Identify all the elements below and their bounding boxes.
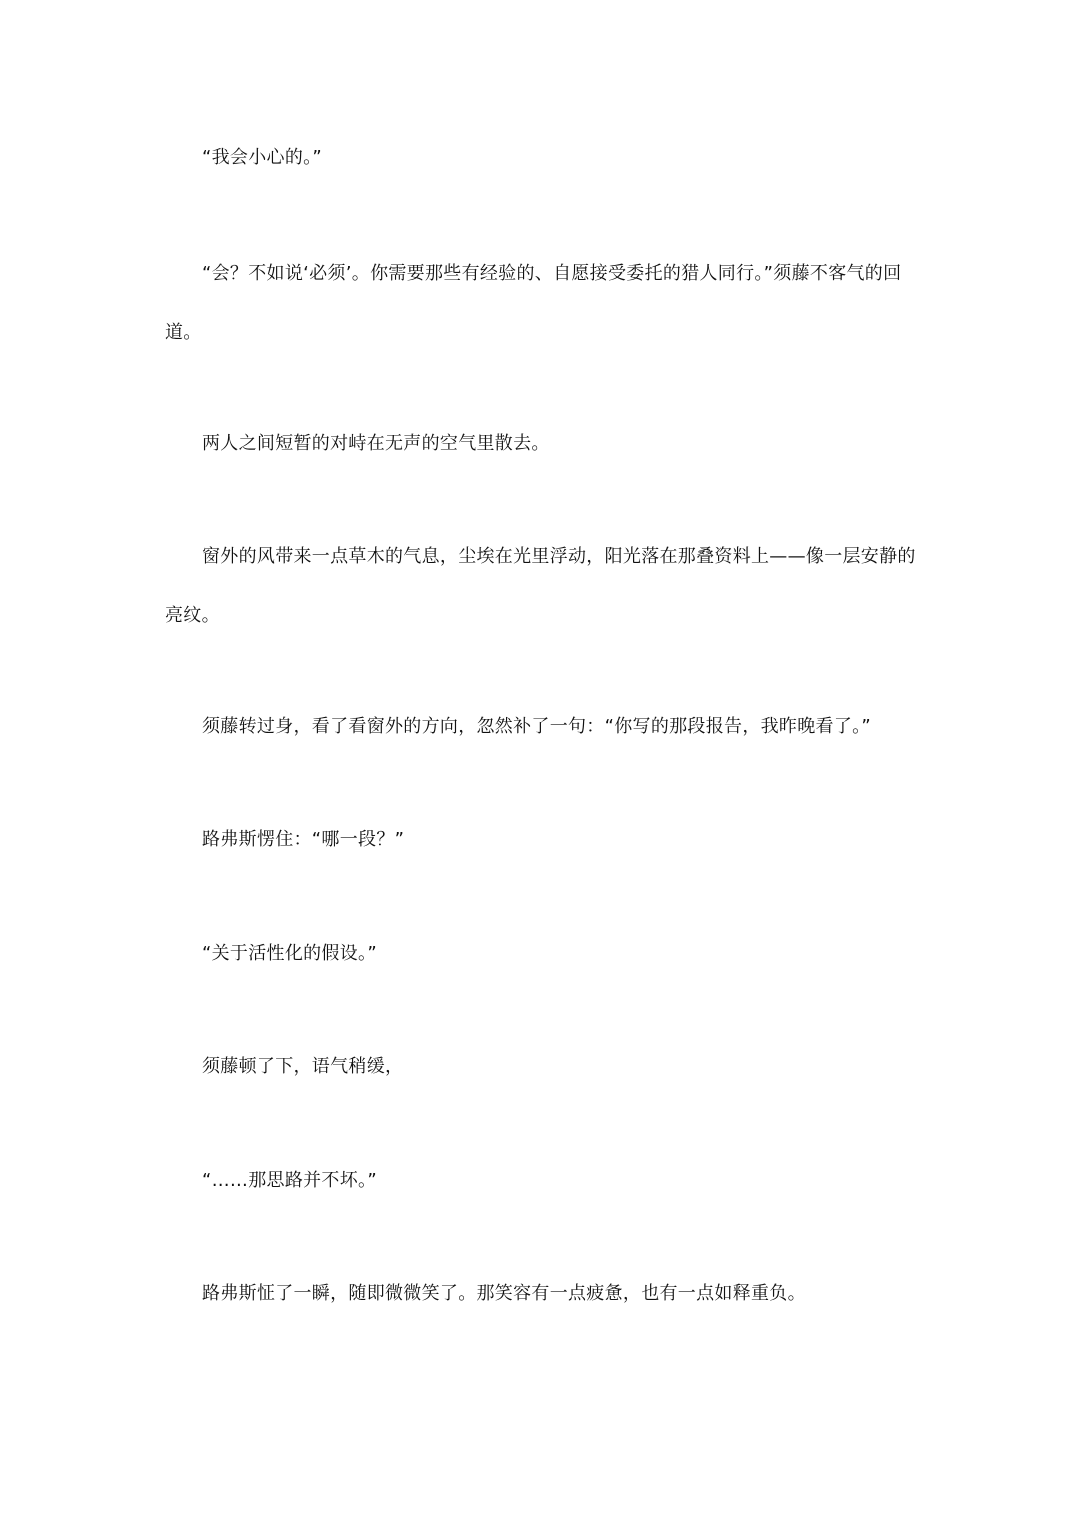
paragraph: 路弗斯愣住：“哪一段？”	[202, 829, 405, 850]
paragraph: “关于活性化的假设。”	[202, 943, 377, 964]
paragraph: “会？不如说‘必须’。你需要那些有经验的、自愿接受委托的猎人同行。”须藤不客气的回道。	[165, 263, 902, 343]
paragraph: 须藤转过身，看了看窗外的方向，忽然补了一句：“你写的那段报告，我昨晚看了。”	[202, 716, 872, 737]
paragraph: 须藤顿了下，语气稍缓，	[202, 1056, 404, 1077]
paragraph: 窗外的风带来一点草木的气息，尘埃在光里浮动，阳光落在那叠资料上——像一层安静的亮纹。	[165, 546, 916, 626]
paragraph: 路弗斯怔了一瞬，随即微微笑了。那笑容有一点疲惫，也有一点如释重负。	[202, 1283, 806, 1304]
paragraph: 两人之间短暂的对峙在无声的空气里散去。	[202, 433, 550, 454]
paragraph: “……那思路并不坏。”	[202, 1170, 377, 1191]
paragraph: “我会小心的。”	[202, 147, 323, 168]
